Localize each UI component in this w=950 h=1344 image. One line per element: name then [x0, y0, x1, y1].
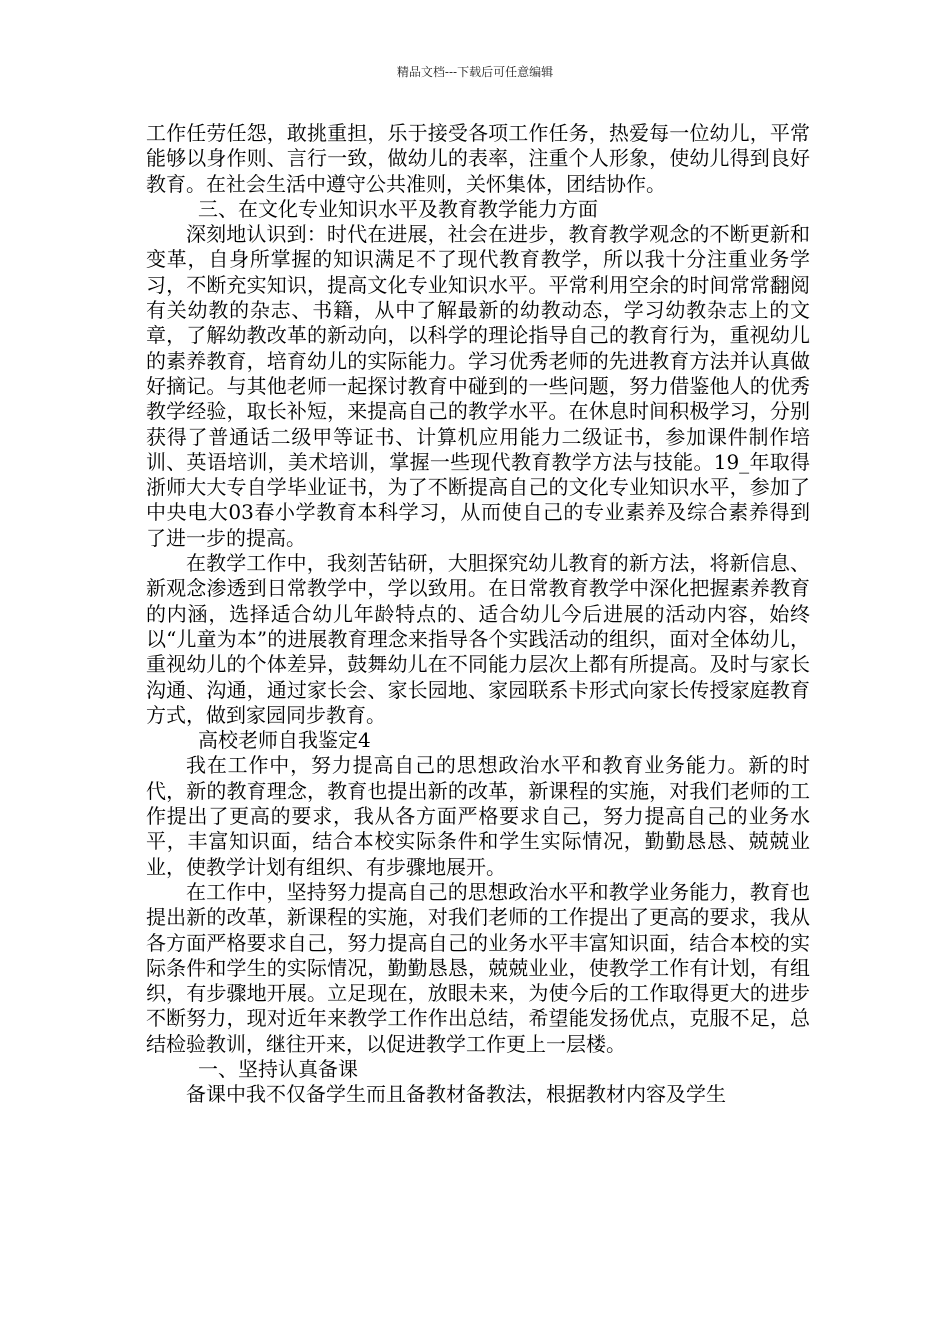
- section-title-4: 高校老师自我鉴定4: [198, 728, 371, 753]
- paragraph: 深刻地认识到：时代在进展，社会在进步，教育教学观念的不断更新和变革，自身所掌握的知识满足不了现代教育教学，所以我十分注重业务学习，不断充实知识，提高文化专业知识水平。平常利用空余的时间常常翻阅有关幼教的杂志、书籍，从中了解最新的幼教动态，学习幼教杂志上的文章，了解幼教改革的新动向，以科学的理论指导自己的教育行为，重视幼儿的素养教育，培育幼儿的实际能力。学习优秀老师的先进教育方法并认真做好摘记。与其他老师一起探讨教育中碰到的一些问题，努力借鉴他人的优秀教学经验，取长补短，来提高自己的教学水平。在休息时间积极学习，分别获得了普通话二级甲等证书、计算机应用能力二级证书，参加课件制作培训、英语培训，美术培训，掌握一些现代教育教学方法与技能。19_年取得浙师大大专自学毕业证书，为了不断提高自己的文化专业知识水平，参加了中央电大03春小学教育本科学习，从而使自己的专业素养及综合素养得到了进一步的提高。: [146, 222, 810, 550]
- paragraph: 备课中我不仅备学生而且备教材备教法，根据教材内容及学生: [186, 1082, 726, 1107]
- section-heading-1: 一、坚持认真备课: [198, 1056, 358, 1081]
- document-body: [146, 121, 810, 1108]
- paragraph: 在教学工作中，我刻苦钻研，大胆探究幼儿教育的新方法，将新信息、新观念渗透到日常教学中，学以致用。在日常教育教学中深化把握素养教育的内涵，选择适合幼儿年龄特点的、适合幼儿今后进展的活动内容，始终以“儿童为本”的进展教育理念来指导各个实践活动的组织，面对全体幼儿，重视幼儿的个体差异，鼓舞幼儿在不同能力层次上都有所提高。及时与家长沟通、沟通，通过家长会、家长园地、家园联系卡形式向家长传授家庭教育方式，做到家园同步教育。: [146, 551, 810, 727]
- paragraph: 在工作中，坚持努力提高自己的思想政治水平和教学业务能力，教育也提出新的改革，新课程的实施，对我们老师的工作提出了更高的要求，我从各方面严格要求自己，努力提高自己的业务水平丰富知识面，结合本校的实际条件和学生的实际情况，勤勤恳恳，兢兢业业，使教学工作有计划，有组织，有步骤地开展。立足现在，放眼未来，为使今后的工作取得更大的进步不断努力，现对近年来教学工作作出总结，希望能发扬优点，克服不足，总结检验教训，继往开来，以促进教学工作更上一层楼。: [146, 879, 810, 1056]
- section-heading-3: 三、在文化专业知识水平及教育教学能力方面: [198, 196, 598, 221]
- paragraph-continuation: 工作任劳任怨，敢挑重担，乐于接受各项工作任务，热爱每一位幼儿，平常能够以身作则、言行一致，做幼儿的表率，注重个人形象，使幼儿得到良好教育。在社会生活中遵守公共准则，关怀集体，团结协作。: [146, 121, 810, 196]
- page-header: 精品文档---下载后可任意编辑: [396, 65, 554, 79]
- paragraph: 我在工作中，努力提高自己的思想政治水平和教育业务能力。新的时代，新的教育理念，教育也提出新的改革，新课程的实施，对我们老师的工作提出了更高的要求，我从各方面严格要求自己，努力提高自己的业务水平，丰富知识面，结合本校实际条件和学生实际情况，勤勤恳恳、兢兢业业，使教学计划有组织、有步骤地展开。: [146, 753, 810, 879]
